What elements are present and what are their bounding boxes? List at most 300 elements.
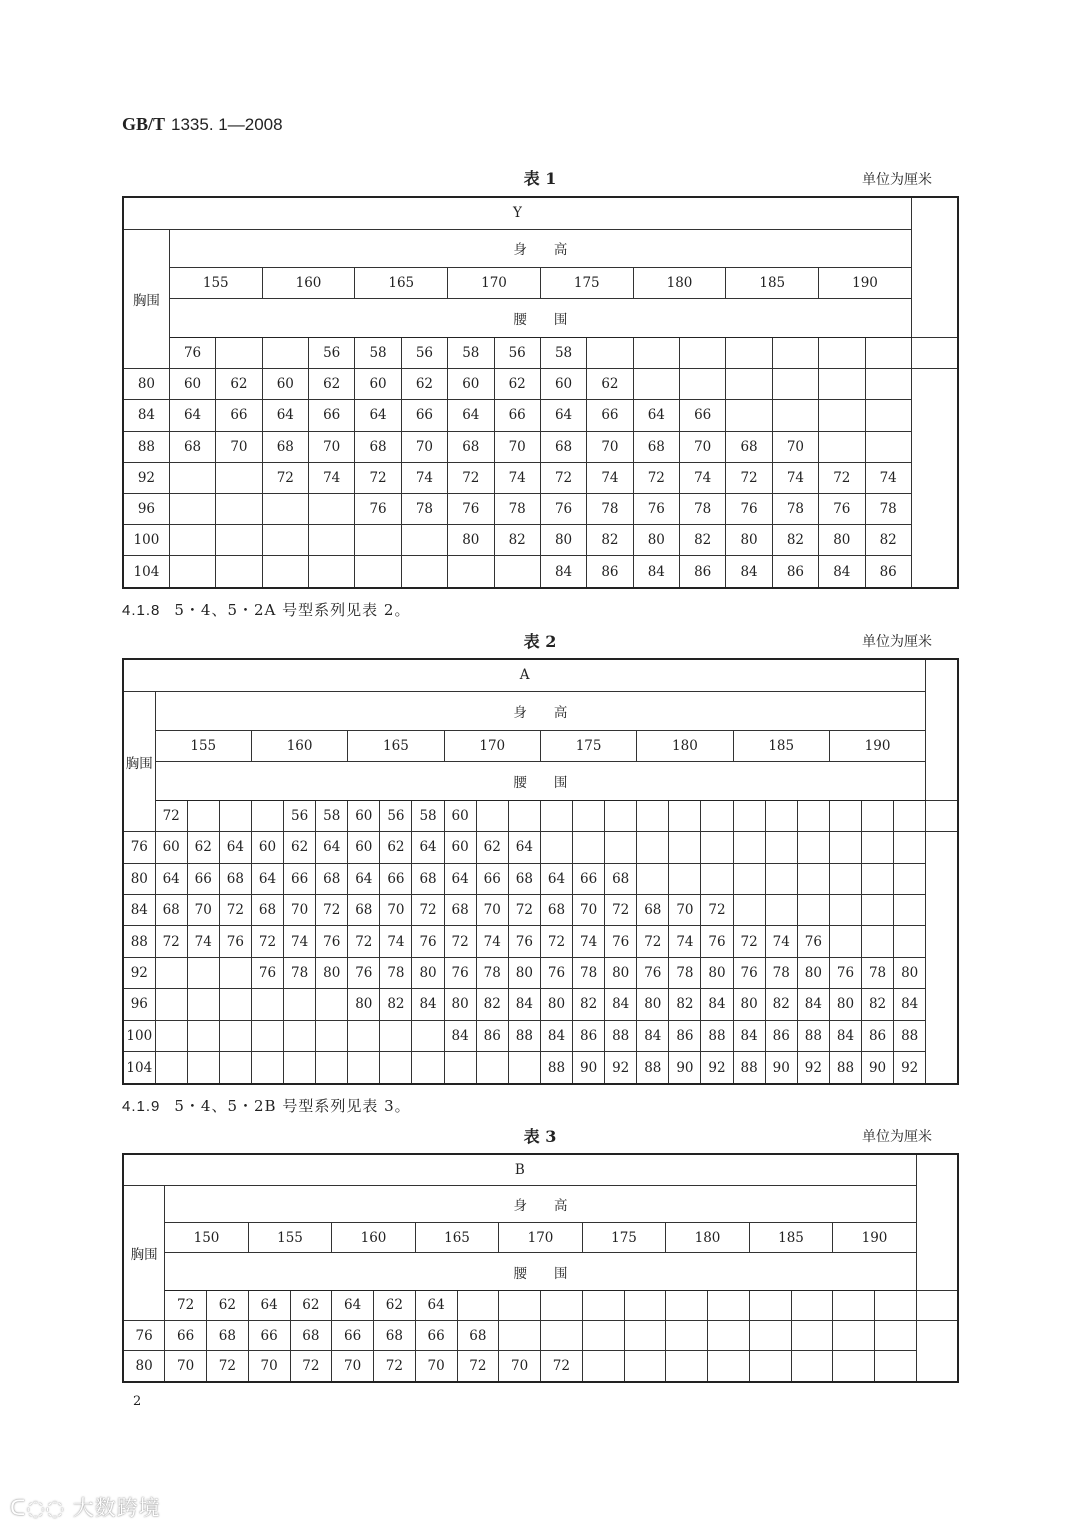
waist-value <box>605 800 637 831</box>
height-label: 身 高 <box>155 691 926 730</box>
waist-value <box>582 1321 624 1351</box>
waist-value <box>219 1052 251 1084</box>
waist-value <box>284 989 316 1020</box>
waist-value: 70 <box>772 431 818 462</box>
waist-value: 84 <box>540 1020 572 1051</box>
waist-value: 74 <box>284 926 316 957</box>
waist-value <box>637 863 669 894</box>
waist-value <box>772 400 818 431</box>
waist-value: 68 <box>262 431 308 462</box>
table-row <box>123 1020 958 1051</box>
chest-value: 80 <box>123 863 155 894</box>
waist-value: 86 <box>765 1020 797 1051</box>
waist-value <box>155 1020 187 1051</box>
waist-value: 74 <box>765 926 797 957</box>
waist-value: 60 <box>540 369 586 400</box>
waist-value: 70 <box>669 895 701 926</box>
height-header: 185 <box>749 1223 833 1253</box>
waist-value <box>749 1351 791 1382</box>
waist-value <box>476 800 508 831</box>
waist-value <box>819 431 865 462</box>
waist-value: 76 <box>633 493 679 524</box>
waist-value <box>251 800 283 831</box>
waist-value: 86 <box>680 556 726 588</box>
table-1-unit: 单位为厘米 <box>862 172 932 188</box>
waist-value: 62 <box>207 1290 249 1320</box>
waist-value: 68 <box>251 895 283 926</box>
waist-value <box>541 1290 583 1320</box>
waist-value: 88 <box>605 1020 637 1051</box>
waist-value <box>833 1321 875 1351</box>
waist-value: 80 <box>540 989 572 1020</box>
waist-value: 82 <box>380 989 412 1020</box>
table-row <box>123 895 958 926</box>
height-header: 185 <box>733 730 829 761</box>
waist-value <box>155 1052 187 1084</box>
waist-value: 68 <box>155 895 187 926</box>
waist-value: 68 <box>412 863 444 894</box>
waist-value: 80 <box>348 989 380 1020</box>
height-header: 190 <box>819 268 912 299</box>
height-label: 身 高 <box>169 229 911 268</box>
waist-value: 56 <box>401 337 447 368</box>
waist-value: 70 <box>380 895 412 926</box>
height-header: 160 <box>262 268 355 299</box>
waist-value: 82 <box>573 989 605 1020</box>
waist-value: 68 <box>169 431 215 462</box>
waist-value: 66 <box>284 863 316 894</box>
height-label-row <box>123 1185 958 1222</box>
waist-value: 68 <box>348 895 380 926</box>
waist-value <box>862 863 894 894</box>
waist-value <box>829 895 861 926</box>
standard-id: 1335. 1—2008 <box>171 115 283 134</box>
waist-value: 72 <box>262 462 308 493</box>
waist-value <box>169 556 215 588</box>
waist-value: 70 <box>401 431 447 462</box>
waist-value <box>355 525 401 556</box>
waist-value: 64 <box>348 863 380 894</box>
waist-value: 82 <box>476 989 508 1020</box>
waist-value: 66 <box>476 863 508 894</box>
waist-value: 76 <box>797 926 829 957</box>
type-row <box>123 659 958 691</box>
waist-value <box>412 1020 444 1051</box>
waist-value: 92 <box>605 1052 637 1084</box>
waist-value <box>348 1020 380 1051</box>
waist-value: 68 <box>540 431 586 462</box>
waist-value <box>819 400 865 431</box>
waist-value <box>508 1052 540 1084</box>
waist-value: 90 <box>862 1052 894 1084</box>
waist-value: 80 <box>637 989 669 1020</box>
table-1-caption: 表 1 <box>523 169 557 188</box>
waist-value: 70 <box>415 1351 457 1382</box>
waist-value <box>262 493 308 524</box>
waist-label: 腰 围 <box>165 1253 917 1290</box>
chest-value: 76 <box>123 832 155 863</box>
height-header: 190 <box>833 1223 917 1253</box>
waist-value: 68 <box>508 863 540 894</box>
height-header: 175 <box>540 730 636 761</box>
waist-value: 74 <box>309 462 355 493</box>
waist-value: 70 <box>309 431 355 462</box>
waist-value <box>862 800 894 831</box>
waist-value: 80 <box>701 957 733 988</box>
waist-value <box>875 1290 917 1320</box>
waist-value: 74 <box>680 462 726 493</box>
waist-value: 74 <box>187 926 219 957</box>
waist-value: 88 <box>829 1052 861 1084</box>
waist-value <box>726 369 772 400</box>
waist-value <box>169 493 215 524</box>
waist-value: 74 <box>587 462 633 493</box>
waist-value <box>772 369 818 400</box>
waist-value: 88 <box>733 1052 765 1084</box>
waist-value: 78 <box>476 957 508 988</box>
waist-value <box>701 863 733 894</box>
waist-value: 80 <box>508 957 540 988</box>
page-number: 2 <box>133 1394 142 1409</box>
waist-value: 72 <box>508 895 540 926</box>
waist-value <box>733 863 765 894</box>
waist-value: 60 <box>348 832 380 863</box>
waist-value: 90 <box>573 1052 605 1084</box>
waist-value: 78 <box>765 957 797 988</box>
waist-value: 64 <box>332 1290 374 1320</box>
waist-value: 72 <box>355 462 401 493</box>
chest-value: 84 <box>123 895 155 926</box>
waist-value: 80 <box>797 957 829 988</box>
waist-value: 70 <box>284 895 316 926</box>
waist-value <box>791 1351 833 1382</box>
waist-value: 66 <box>187 863 219 894</box>
waist-value: 86 <box>587 556 633 588</box>
waist-value: 66 <box>415 1321 457 1351</box>
waist-value <box>791 1290 833 1320</box>
waist-value: 72 <box>605 895 637 926</box>
waist-value: 66 <box>587 400 633 431</box>
waist-value: 76 <box>316 926 348 957</box>
table-1 <box>122 196 959 589</box>
waist-value: 76 <box>348 957 380 988</box>
waist-value: 76 <box>733 957 765 988</box>
waist-value: 64 <box>251 863 283 894</box>
waist-value: 60 <box>251 832 283 863</box>
waist-value: 58 <box>448 337 494 368</box>
chest-label: 胸围 <box>123 1185 165 1320</box>
clause-number: 4.1.8 <box>122 602 161 619</box>
table-row <box>123 462 958 493</box>
waist-value: 72 <box>348 926 380 957</box>
waist-value: 88 <box>797 1020 829 1051</box>
table-row <box>123 493 958 524</box>
waist-value <box>187 1052 219 1084</box>
waist-value <box>401 525 447 556</box>
waist-value <box>219 989 251 1020</box>
waist-value: 92 <box>797 1052 829 1084</box>
waist-value: 68 <box>374 1321 416 1351</box>
waist-label-row <box>123 1253 958 1290</box>
waist-value: 60 <box>448 369 494 400</box>
waist-value: 68 <box>290 1321 332 1351</box>
waist-value: 82 <box>494 525 540 556</box>
table-row <box>123 989 958 1020</box>
waist-value: 66 <box>216 400 262 431</box>
waist-value: 66 <box>401 400 447 431</box>
waist-value: 84 <box>819 556 865 588</box>
waist-value: 58 <box>316 800 348 831</box>
chest-label: 胸围 <box>123 691 155 831</box>
waist-value <box>219 800 251 831</box>
height-label-row <box>123 691 958 730</box>
waist-value <box>573 800 605 831</box>
waist-value: 76 <box>540 493 586 524</box>
waist-value <box>765 800 797 831</box>
waist-value: 64 <box>540 863 572 894</box>
table-row <box>123 957 958 988</box>
clause-number: 4.1.9 <box>122 1098 161 1115</box>
waist-value: 72 <box>290 1351 332 1382</box>
chest-value: 92 <box>123 957 155 988</box>
waist-value: 70 <box>216 431 262 462</box>
waist-value: 76 <box>819 493 865 524</box>
waist-value <box>833 1351 875 1382</box>
waist-value: 78 <box>284 957 316 988</box>
waist-label-row <box>123 299 958 338</box>
waist-value <box>582 1290 624 1320</box>
waist-value: 78 <box>573 957 605 988</box>
waist-value <box>829 926 861 957</box>
waist-value <box>865 337 911 368</box>
waist-value: 92 <box>701 1052 733 1084</box>
waist-value: 66 <box>309 400 355 431</box>
height-label-row <box>123 229 958 268</box>
table-row <box>123 863 958 894</box>
waist-value <box>262 556 308 588</box>
waist-value <box>894 863 926 894</box>
clause-4-1-8 <box>122 599 410 620</box>
height-header: 170 <box>444 730 540 761</box>
waist-value: 58 <box>412 800 444 831</box>
waist-value <box>733 800 765 831</box>
table-3-caption: 表 3 <box>523 1127 557 1146</box>
waist-value <box>587 337 633 368</box>
waist-value: 88 <box>894 1020 926 1051</box>
waist-value: 80 <box>726 525 772 556</box>
waist-value: 82 <box>772 525 818 556</box>
waist-value <box>894 800 926 831</box>
waist-value: 72 <box>219 895 251 926</box>
waist-value <box>155 989 187 1020</box>
waist-value: 72 <box>412 895 444 926</box>
waist-value: 80 <box>316 957 348 988</box>
waist-value <box>624 1290 666 1320</box>
chest-value: 88 <box>123 431 169 462</box>
waist-value: 78 <box>380 957 412 988</box>
waist-value: 76 <box>448 493 494 524</box>
waist-value: 56 <box>309 337 355 368</box>
waist-value <box>894 926 926 957</box>
waist-value <box>316 989 348 1020</box>
waist-value: 66 <box>165 1321 207 1351</box>
waist-value: 74 <box>865 462 911 493</box>
waist-value: 80 <box>448 525 494 556</box>
waist-value <box>251 1052 283 1084</box>
waist-label: 腰 围 <box>169 299 911 338</box>
waist-value <box>875 1321 917 1351</box>
waist-value: 70 <box>573 895 605 926</box>
waist-value <box>911 337 958 368</box>
waist-value <box>216 462 262 493</box>
waist-value <box>573 832 605 863</box>
waist-value <box>216 556 262 588</box>
waist-value: 78 <box>401 493 447 524</box>
waist-value: 74 <box>573 926 605 957</box>
waist-value <box>875 1351 917 1382</box>
waist-value <box>476 1052 508 1084</box>
waist-value: 76 <box>701 926 733 957</box>
height-header: 175 <box>540 268 633 299</box>
table-row <box>123 400 958 431</box>
table-row <box>123 926 958 957</box>
waist-value: 68 <box>540 895 572 926</box>
waist-value <box>701 832 733 863</box>
waist-value: 64 <box>169 400 215 431</box>
waist-value: 72 <box>155 926 187 957</box>
table-row <box>123 1290 958 1320</box>
waist-value: 60 <box>444 800 476 831</box>
waist-value: 68 <box>355 431 401 462</box>
waist-value: 62 <box>290 1290 332 1320</box>
waist-value: 86 <box>476 1020 508 1051</box>
waist-value <box>669 863 701 894</box>
waist-value: 72 <box>448 462 494 493</box>
waist-value <box>448 556 494 588</box>
waist-value <box>749 1321 791 1351</box>
waist-value <box>749 1290 791 1320</box>
waist-value <box>187 1020 219 1051</box>
waist-value: 76 <box>355 493 401 524</box>
waist-value: 56 <box>494 337 540 368</box>
waist-value: 78 <box>772 493 818 524</box>
waist-value: 72 <box>457 1351 499 1382</box>
waist-value <box>797 800 829 831</box>
waist-value: 68 <box>219 863 251 894</box>
waist-value: 78 <box>865 493 911 524</box>
waist-value: 66 <box>494 400 540 431</box>
waist-value <box>894 832 926 863</box>
waist-value: 82 <box>587 525 633 556</box>
table-row <box>123 1052 958 1084</box>
waist-value: 62 <box>380 832 412 863</box>
waist-value: 88 <box>637 1052 669 1084</box>
waist-value <box>169 462 215 493</box>
waist-value: 88 <box>540 1052 572 1084</box>
waist-value <box>862 832 894 863</box>
waist-value: 72 <box>819 462 865 493</box>
type-label: Y <box>123 197 911 229</box>
waist-value: 76 <box>726 493 772 524</box>
waist-value: 84 <box>733 1020 765 1051</box>
clause-text: 5・4、5・2A 号型系列见表 2。 <box>174 601 411 619</box>
waist-value <box>540 800 572 831</box>
waist-value: 86 <box>772 556 818 588</box>
waist-value: 64 <box>316 832 348 863</box>
waist-value: 86 <box>862 1020 894 1051</box>
waist-value <box>541 1321 583 1351</box>
waist-value <box>216 493 262 524</box>
waist-value: 76 <box>540 957 572 988</box>
waist-value <box>791 1321 833 1351</box>
waist-value: 72 <box>207 1351 249 1382</box>
waist-value: 72 <box>701 895 733 926</box>
waist-value: 68 <box>726 431 772 462</box>
height-header: 160 <box>251 730 347 761</box>
height-header: 160 <box>332 1223 416 1253</box>
chest-value: 96 <box>123 493 169 524</box>
waist-value: 72 <box>444 926 476 957</box>
waist-value: 72 <box>637 926 669 957</box>
chest-value: 72 <box>165 1290 207 1320</box>
waist-value: 64 <box>412 832 444 863</box>
waist-value: 56 <box>380 800 412 831</box>
waist-value: 68 <box>637 895 669 926</box>
waist-value <box>829 800 861 831</box>
waist-value <box>926 800 958 831</box>
waist-value: 90 <box>765 1052 797 1084</box>
waist-value: 80 <box>605 957 637 988</box>
chest-value: 84 <box>123 400 169 431</box>
height-header: 165 <box>415 1223 499 1253</box>
waist-value <box>708 1290 750 1320</box>
waist-value: 58 <box>540 337 586 368</box>
height-header: 165 <box>355 268 448 299</box>
waist-value: 66 <box>380 863 412 894</box>
waist-value: 80 <box>819 525 865 556</box>
waist-value: 64 <box>633 400 679 431</box>
table-2-unit: 单位为厘米 <box>862 634 932 650</box>
waist-value <box>169 525 215 556</box>
waist-value <box>916 1290 958 1320</box>
waist-value: 80 <box>412 957 444 988</box>
table-3 <box>122 1153 959 1383</box>
waist-value <box>819 337 865 368</box>
waist-value: 84 <box>508 989 540 1020</box>
heights-row <box>123 730 958 761</box>
waist-value: 74 <box>401 462 447 493</box>
waist-value: 72 <box>374 1351 416 1382</box>
waist-value <box>829 863 861 894</box>
waist-value <box>216 525 262 556</box>
waist-value: 76 <box>637 957 669 988</box>
waist-value <box>701 800 733 831</box>
type-label: A <box>123 659 926 691</box>
height-header: 180 <box>637 730 733 761</box>
waist-value <box>412 1052 444 1084</box>
chest-value: 88 <box>123 926 155 957</box>
height-header: 155 <box>248 1223 332 1253</box>
table-row <box>123 369 958 400</box>
waist-value <box>637 832 669 863</box>
waist-value: 86 <box>865 556 911 588</box>
waist-value <box>309 493 355 524</box>
waist-value: 92 <box>894 1052 926 1084</box>
waist-value <box>262 525 308 556</box>
table-3-unit: 单位为厘米 <box>862 1129 932 1145</box>
waist-value: 68 <box>444 895 476 926</box>
waist-value: 84 <box>726 556 772 588</box>
